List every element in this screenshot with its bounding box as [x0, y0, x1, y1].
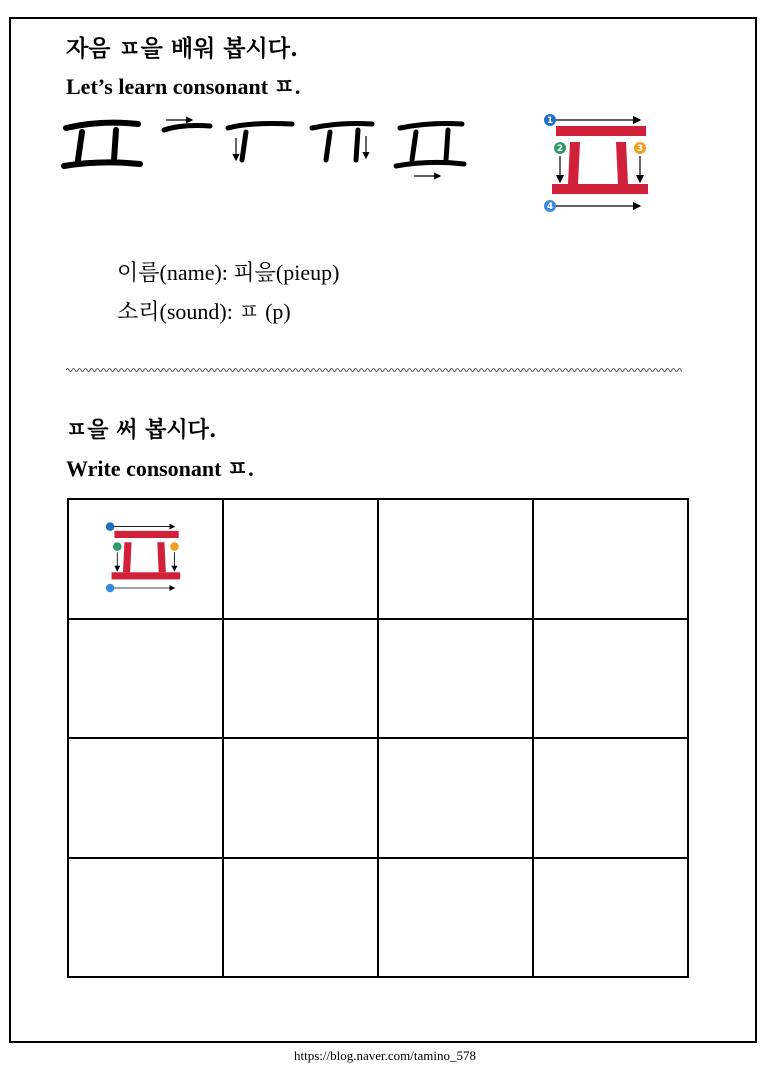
grid-cell[interactable]: [223, 858, 378, 978]
step-5-stroke-4: [396, 124, 464, 177]
svg-text:4: 4: [546, 202, 554, 212]
grid-row: [68, 738, 688, 858]
stroke-number-3: [634, 142, 646, 154]
stroke-number-1: [544, 114, 556, 126]
stroke-number-4: [544, 200, 556, 212]
svg-text:1: 1: [546, 116, 554, 126]
grid-cell[interactable]: [378, 738, 533, 858]
name-line: 이름(name): 피읖(pieup): [117, 260, 340, 285]
grid-cell[interactable]: [533, 738, 688, 858]
grid-cell[interactable]: [223, 738, 378, 858]
grid-cell[interactable]: [223, 619, 378, 739]
footer-url[interactable]: https://blog.naver.com/tamino_578: [294, 1048, 476, 1063]
grid-cell[interactable]: [378, 858, 533, 978]
svg-text:3: 3: [636, 144, 644, 154]
title-korean: 자음 ㅍ을 배워 봅시다.: [66, 35, 298, 62]
step-2-stroke-1: [164, 120, 210, 130]
stroke-number-2: [554, 142, 566, 154]
grid-cell[interactable]: [533, 619, 688, 739]
grid-row: [68, 499, 688, 619]
grid-cell[interactable]: [378, 619, 533, 739]
grid-cell[interactable]: [68, 738, 223, 858]
grid-cell[interactable]: [533, 858, 688, 978]
practice-instruction-korean: ㅍ을 써 봅시다.: [66, 417, 217, 443]
title-english: Let’s learn consonant ㅍ.: [66, 74, 301, 99]
wavy-divider: [66, 366, 682, 374]
grid-row: [68, 858, 688, 978]
svg-text:2: 2: [556, 144, 564, 154]
step-4-stroke-3: [312, 124, 372, 161]
grid-cell[interactable]: [68, 858, 223, 978]
grid-cell[interactable]: [378, 499, 533, 619]
grid-cell[interactable]: [68, 619, 223, 739]
grid-row: [68, 619, 688, 739]
stroke-order-diagram: [540, 112, 652, 216]
practice-grid: [67, 498, 689, 978]
practice-instruction-english: Write consonant ㅍ.: [66, 456, 254, 481]
sound-line: 소리(sound): ㅍ (p): [117, 299, 291, 324]
step-3-stroke-2: [228, 124, 292, 161]
step-1-glyph: [64, 123, 140, 166]
grid-cell-example: [68, 499, 223, 619]
grid-cell[interactable]: [533, 499, 688, 619]
example-glyph: [103, 520, 183, 596]
stroke-order-steps: [60, 110, 490, 190]
grid-cell[interactable]: [223, 499, 378, 619]
